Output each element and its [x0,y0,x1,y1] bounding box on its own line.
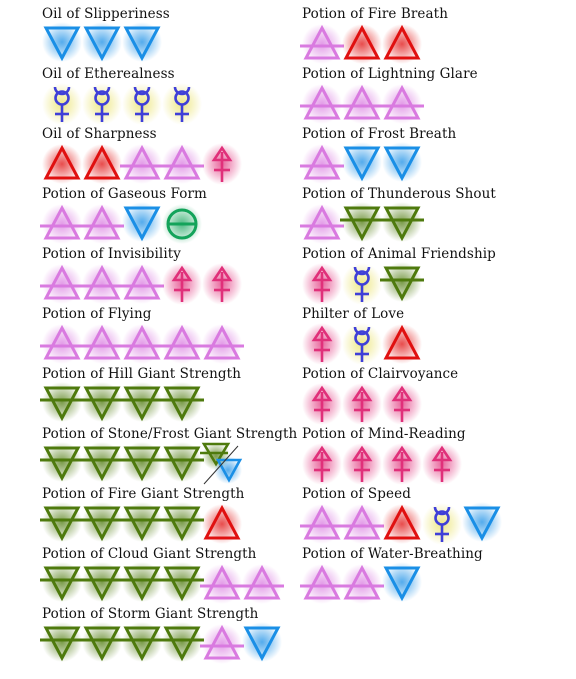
recipe-entry [298,420,576,480]
recipe-name: Potion of Stone/Frost Giant Strength [42,426,298,442]
recipe-name: Oil of Etherealness [42,66,175,82]
recipe-entry [298,120,576,180]
recipe-name: Philter of Love [302,306,405,322]
recipe-name: Potion of Hill Giant Strength [42,366,241,382]
recipe-symbols [298,564,576,606]
air-element-icon [342,564,382,606]
right-recipe-column [298,0,576,600]
recipe-entry [298,0,576,60]
recipe-entry [298,60,576,120]
earth-element-icon [82,624,122,666]
left-recipe-column [38,0,318,660]
recipe-name: Potion of Thunderous Shout [302,186,496,202]
recipe-entry [298,240,576,300]
recipe-entry [298,300,576,360]
recipe-name: Potion of Water-Breathing [302,546,483,562]
recipe-entry [298,480,576,540]
recipe-entry [38,300,318,360]
recipe-entry [298,180,576,240]
recipe-name: Potion of Lightning Glare [302,66,478,82]
recipe-entry [38,240,318,300]
recipe-entry [38,600,318,660]
recipe-name: Oil of Sharpness [42,126,157,142]
recipe-entry [38,360,318,420]
recipe-entry [38,180,318,240]
recipe-name: Potion of Fire Giant Strength [42,486,245,502]
recipe-name: Potion of Animal Friendship [302,246,496,262]
recipe-entry [38,120,318,180]
recipe-entry [298,360,576,420]
recipe-symbols [38,624,318,666]
water-element-icon [382,564,422,606]
recipe-entry [38,60,318,120]
recipe-name: Potion of Frost Breath [302,126,457,142]
recipe-entry [38,420,318,480]
recipe-name: Potion of Flying [42,306,152,322]
water-element-icon [242,624,282,666]
recipe-name: Potion of Fire Breath [302,6,448,22]
earth-element-icon [42,624,82,666]
recipe-name: Potion of Gaseous Form [42,186,207,202]
air-element-icon [202,624,242,666]
recipe-name: Potion of Storm Giant Strength [42,606,259,622]
air-element-icon [302,564,342,606]
earth-element-icon [162,624,202,666]
recipe-name: Potion of Clairvoyance [302,366,459,382]
recipe-entry [38,0,318,60]
recipe-entry [38,540,318,600]
recipe-entry [298,540,576,600]
recipe-name: Potion of Speed [302,486,411,502]
recipe-name: Potion of Invisibility [42,246,181,262]
earth-element-icon [122,624,162,666]
recipe-name: Oil of Slipperiness [42,6,170,22]
recipe-name: Potion of Cloud Giant Strength [42,546,257,562]
recipe-entry [38,480,318,540]
recipe-name: Potion of Mind-Reading [302,426,466,442]
